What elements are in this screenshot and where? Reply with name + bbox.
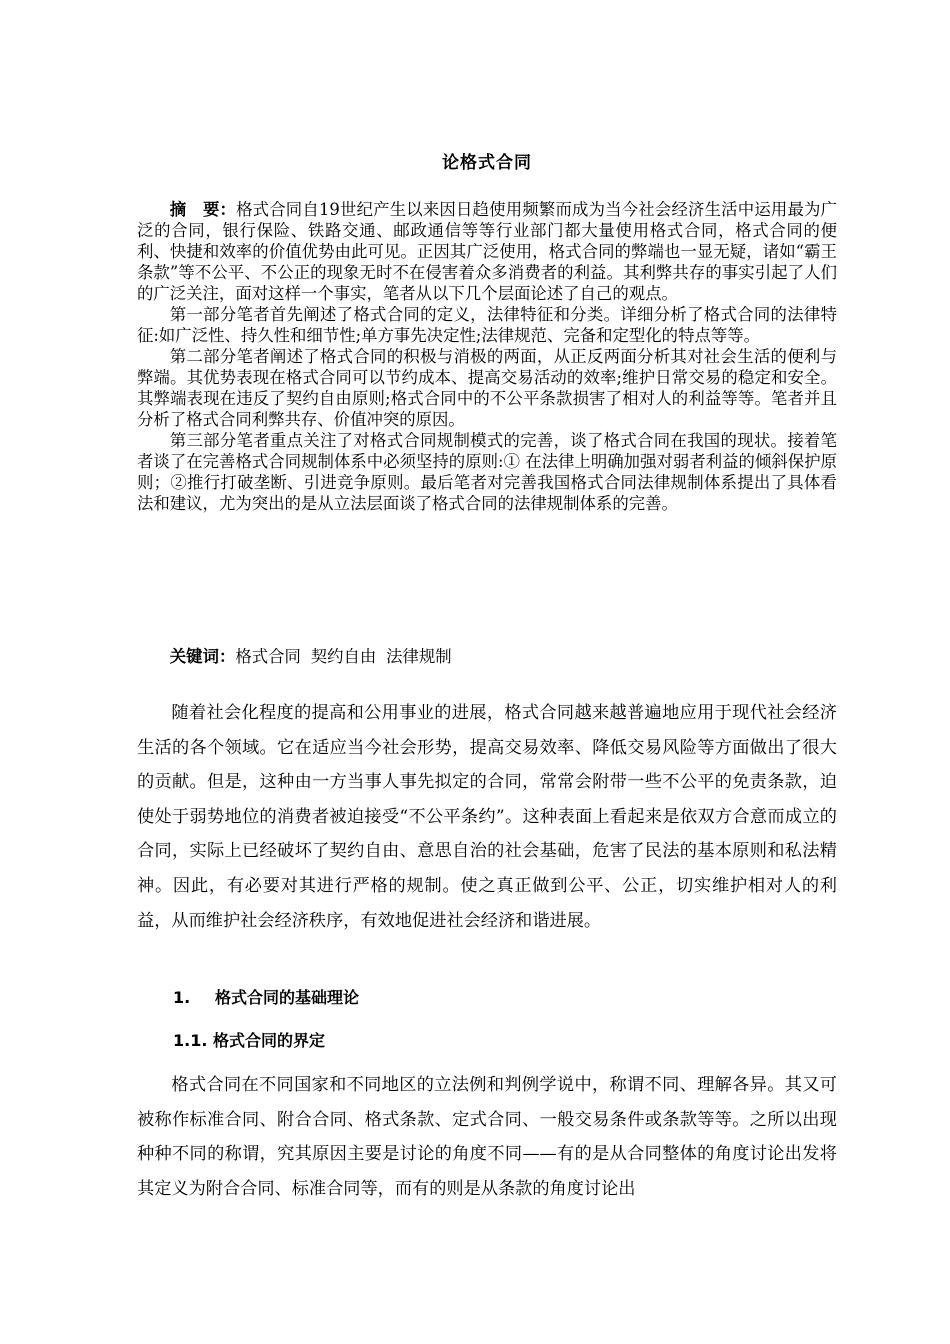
subsection-heading-1-1: 1.1. 格式合同的界定 [173,1031,325,1050]
abstract-paragraph [137,199,837,304]
abstract-paragraph: 第一部分笔者首先阐述了格式合同的定义，法律特征和分类。详细分析了格式合同的法律特征:如广泛性、持久性和细节性;单方事先决定性;法律规范、完备和定型化的特点等等。 [137,305,837,345]
abstract-section [137,199,837,514]
section-number: 1. [173,988,191,1007]
subsection-body [137,1068,837,1206]
keyword: 契约自由 [310,647,377,666]
document-title: 论格式合同 [442,153,532,173]
keyword: 法律规制 [386,647,452,666]
section-title: 格式合同的基础理论 [215,988,360,1007]
keywords-label: 关键词： [169,647,236,666]
introduction-paragraph: 随着社会化程度的提高和公用事业的进展，格式合同越来越普遍地应用于现代社会经济生活的各个领域。它在适应当今社会形势，提高交易效率、降低交易风险等方面做出了很大的贡献。但是，这种由一方当事人事先拟定的合同，常常会附带一些不公平的免责条款，迫使处于弱势地位的消费者被迫接受“不公平条约”。这种表面上看起来是依双方合意而成立的合同，实际上已经破坏了契约自由、意思自治的社会基础，危害了民法的基本原则和私法精神。因此，有必要对其进行严格的规制。使之真正做到公平、公正，切实维护相对人的利益，从而维护社会经济秩序，有效地促进社会经济和谐进展。 [137,703,837,931]
subsection-paragraph: 格式合同在不同国家和不同地区的立法例和判例学说中，称谓不同、理解各异。其又可被称作标准合同、附合合同、格式条款、定式合同、一般交易条件或条款等等。之所以出现种种不同的称谓，究其原因主要是讨论的角度不同——有的是从合同整体的角度讨论出发将其定义为附合合同、标准合同等，而有的则是从条款的角度讨论出 [137,1075,837,1199]
abstract-label: 摘 要： [169,200,237,219]
keywords-line [137,646,837,667]
introduction-section [137,696,837,938]
section-heading-1 [173,985,359,1008]
abstract-paragraph: 第二部分笔者阐述了格式合同的积极与消极的两面，从正反两面分析其对社会生活的便利与弊端。其优势表现在格式合同可以节约成本、提高交易活动的效率;维护日常交易的稳定和安全。其弊端表现在违反了契约自由原则;格式合同中的不公平条款损害了相对人的利益等等。笔者并且分析了格式合同利弊共存、价值冲突的原因。 [137,347,837,429]
keyword: 格式合同 [235,647,301,666]
abstract-paragraph: 第三部分笔者重点关注了对格式合同规制模式的完善，谈了格式合同在我国的现状。接着笔者谈了在完善格式合同规制体系中必须坚持的原则:① 在法律上明确加强对弱者利益的倾斜保护原则；②推行打破垄断、引进竞争原则。最后笔者对完善我国格式合同法律规制体系提出了具体看法和建议，尤为突出的是从立法层面谈了格式合同的法律规制体系的完善。 [137,431,837,513]
abstract-text: 格式合同自19世纪产生以来因日趋使用频繁而成为当今社会经济生活中运用最为广泛的合同，银行保险、铁路交通、邮政通信等等行业部门都大量使用格式合同，格式合同的便利、快捷和效率的价值优势由此可见。正因其广泛使用，格式合同的弊端也一显无疑，诸如“霸王条款”等不公平、不公正的现象无时不在侵害着众多消费者的利益。其利弊共存的事实引起了人们的广泛关注，面对这样一个事实，笔者从以下几个层面论述了自己的观点。 [137,200,838,303]
